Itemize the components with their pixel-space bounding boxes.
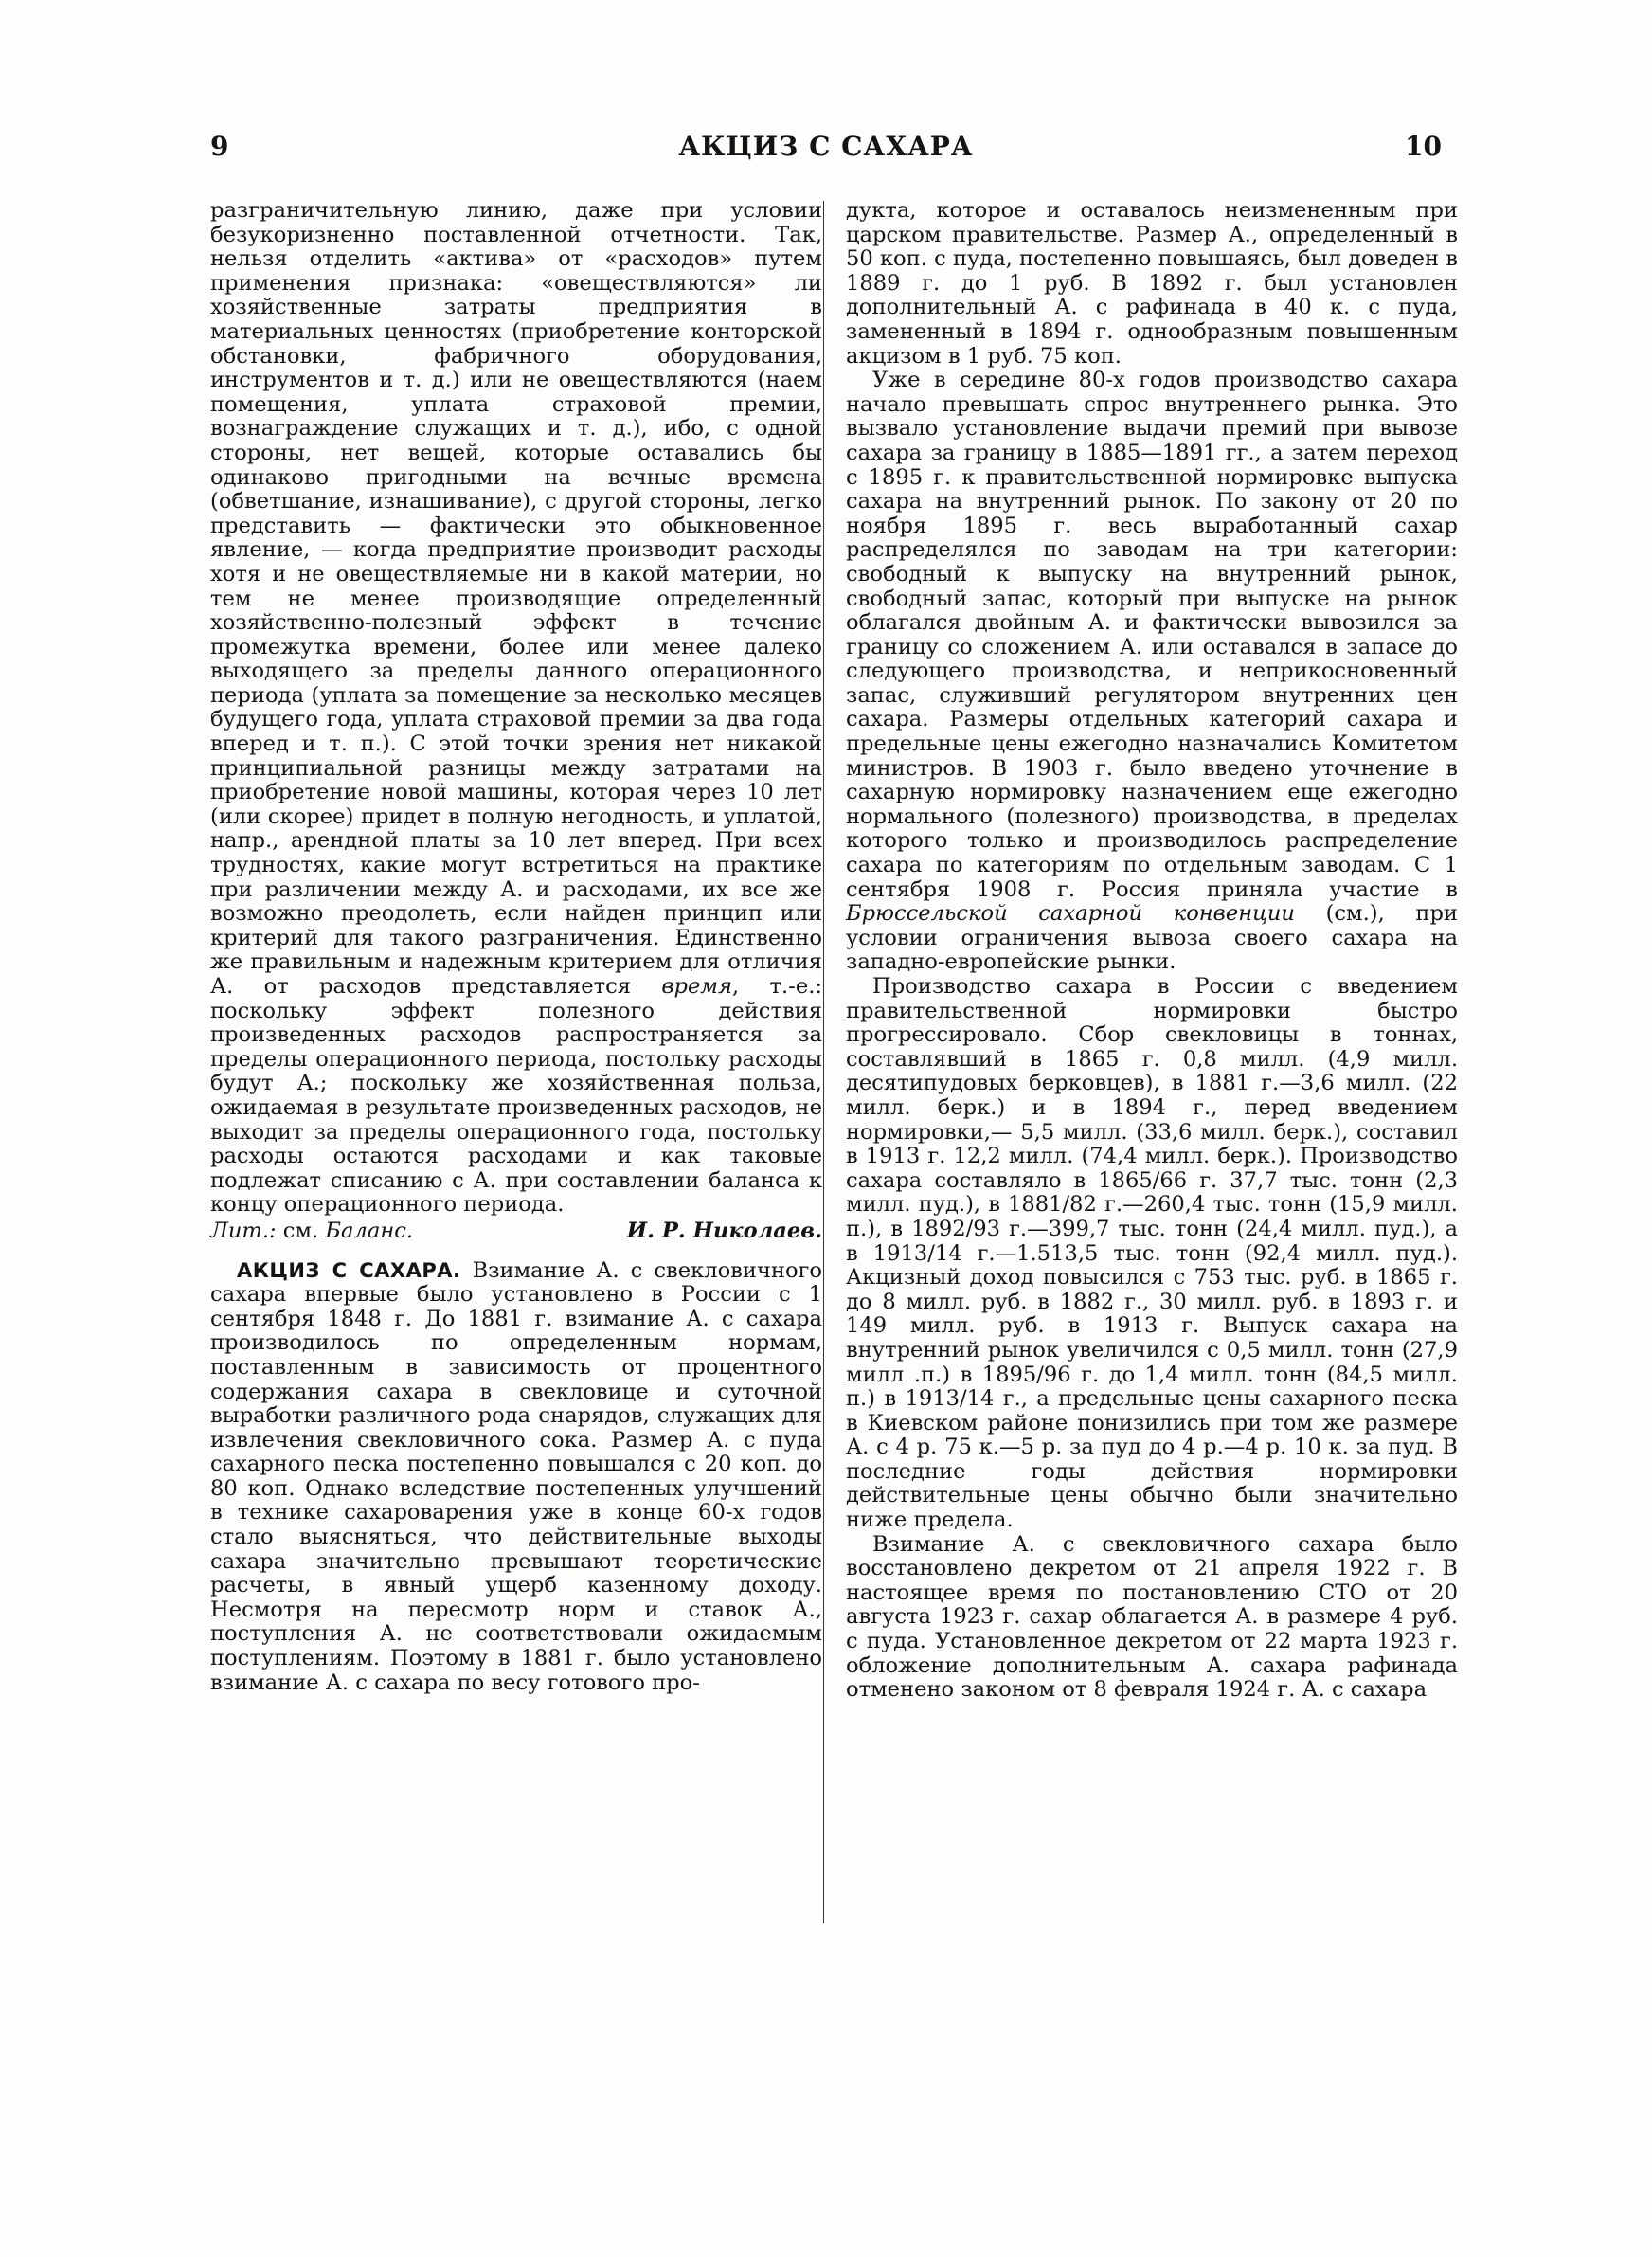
text-run: Уже в середине 80-х годов производство сахара начало превышать спрос внутреннего рынка. Это вызвало установление выдачи премий при вывозе сахара за границу в 1885—1891 гг., а затем переход с 1895 г. к правительственной нормировке выпуска сахара на внутренний рынок. По закону от 20 по ноября 1895 г. весь выработанный сахар распределялся по заводам на три категории: свободный к выпуску на внутренний рынок, свободный запас, который при выпуске на рынок облагался двойным А. и фактически вывозился за границу со сложением А. или оставался в запасе до следующего производства, и неприкосновенный запас, служивший регулятором внутренних цен сахара. Размеры отдельных категорий сахара и предельные цены ежегодно назначались Комитетом министров. В 1903 г. было введено уточнение в сахарную нормировку назначением еще ежегодно нормального (полезного) производства, в пределах которого только и производилось распределение сахара по категориям по отдельным заводам. С 1 сентября 1908 г. Россия приняла участие в [846,368,1458,902]
literature-reference [210,1219,413,1244]
emphasis: время [661,974,733,999]
left-column [210,199,822,1695]
paragraph [846,369,1458,975]
text-run: , т.-е.: поскольку эффект полезного действия произведенных расходов распространяется за пределы операционного периода, постольку расходы будут А.; поскольку же хозяйственная польза, ожидаемая в результате произведенных расходов, не выходит за пределы операционного года, постольку расходы остаются расходами и как таковые подлежат списанию с А. при составлении баланса к концу операционного периода. [210,974,822,1218]
page-number-left: 9 [210,131,229,162]
literature-ref-link[interactable]: Баланс. [325,1218,414,1243]
text-run: (см.), при условии ограничения вывоза своего сахара на западно-европейские рынки. [846,901,1458,975]
cross-reference-link[interactable]: Брюссельской сахарной конвенции [846,901,1295,927]
paragraph [210,199,822,1218]
paragraph: Производство сахара в России с введением правительственной нормировки быстро прогрессировало. Сбор свекловицы в тоннах, составлявший в 1865 г. 0,8 милл. (4,9 милл. десятипудовых берковцев), в 1881 г.—3,6 милл. (22 милл. берк.) и в 1894 г., перед введением нормировки,— 5,5 милл. (33,6 милл. берк.), составил в 1913 г. 12,2 милл. (74,4 милл. берк.). Производство сахара составляло в 1865/66 г. 37,7 тыс. тонн (2,3 милл. пуд.), в 1881/82 г.—260,4 тыс. тонн (15,9 милл. п.), в 1892/93 г.—399,7 тыс. тонн (24,4 милл. пуд.), а в 1913/14 г.—1.513,5 тыс. тонн (92,4 милл. пуд.). Акцизный доход повысился с 753 тыс. руб. в 1865 г. до 8 милл. руб. в 1882 г., 30 милл. руб. в 1893 г. и 149 милл. руб. в 1913 г. Выпуск сахара на внутренний рынок увеличился с 0,5 милл. тонн (27,9 милл .п.) в 1895/96 г. до 1,4 милл. тонн (84,5 милл. п.) в 1913/14 г., а предельные цены сахарного песка в Киевском районе понизились при том же размере А. с 4 р. 75 к.—5 р. за пуд до 4 р.—4 р. 10 к. за пуд. В последние годы действия нормировки действительные цены обычно были значительно ниже предела. [846,974,1458,1533]
paragraph: Взимание А. с свекловичного сахара было восстановлено декретом от 21 апреля 1922 г. В настоящее время по постановлению СТО от 20 августа 1923 г. сахар облагается А. в размере 4 руб. с пуда. Установленное декретом от 22 марта 1923 г. обложение дополнительным А. сахара рафинада отменено законом от 8 февраля 1924 г. А. с сахара [846,1531,1458,1703]
right-column [846,199,1458,1703]
column-divider [823,201,824,1923]
literature-text: см. [276,1218,326,1243]
paragraph: дукта, которое и оставалось неизмененным при царском правительстве. Размер А., определенный в 50 коп. с пуда, постепенно повышаясь, был доведен в 1889 г. до 1 руб. В 1892 г. был установлен дополнительный А. с рафинада в 40 к. с пуда, замененный в 1894 г. однообразным повышенным акцизом в 1 руб. 75 коп. [846,198,1458,369]
article-author: И. Р. Николаев. [626,1218,822,1243]
running-title: АКЦИЗ С САХАРА [678,131,974,162]
entry-title: АКЦИЗ С САХАРА. [237,1258,461,1282]
text-run: разграничительную линию, даже при условии безукоризненно поставленной отчетности. Так, нельзя отделить «актива» от «расходов» путем применения признака: «овеществляются» ли хозяйственные затраты предприятия в материальных ценностях (приобретение конторской обстановки, фабричного оборудования, инструментов и т. д.) или не овеществляются (наем помещения, уплата страховой премии, вознаграждение служащих и т. д.), ибо, с одной стороны, нет вещей, которые оставались бы одинаково пригодными на вечные времена (обветшание, изнашивание), с другой стороны, легко представить — фактически это обыкновенное явление, — когда предприятие производит расходы хотя и не овеществляемые ни в какой материи, но тем не менее производящие определенный хозяйственно-полезный эффект в течение промежутка времени, более или менее далеко выходящего за пределы данного операционного периода (уплата за помещение за несколько месяцев будущего года, уплата страховой премии за два года вперед и т. п.). С этой точки зрения нет никакой принципиальной разницы между затратами на приобретение новой машины, которая через 10 лет (или скорее) придет в полную негодность, и уплатой, напр., арендной платы за 10 лет вперед. При всех трудностях, какие могут встретиться на практике при различении между А. и расходами, их все же возможно преодолеть, если найден принцип или критерий для такого разграничения. Единственно же правильным и надежным критерием для отличия А. от расходов представляется [210,198,822,999]
paragraph [210,1259,822,1696]
spacer [210,1244,822,1259]
text-run: Взимание А. с свекловичного сахара впервые было установлено в России с 1 сентября 1848 г. До 1881 г. взимание А. с сахара производилось по определенным нормам, поставленным в зависимость от процентного содержания сахара в свекловице и суточной выработки различного рода снарядов, служащих для извлечения свекловичного сока. Размер А. с пуда сахарного песка постепенно повышался с 20 коп. до 80 коп. Однако вследствие постепенных улучшений в технике сахароварения уже в конце 60-х годов стало выясняться, что действительные выходы сахара значительно превышают теоретические расчеты, в явный ущерб казенному доходу. Несмотря на пересмотр норм и ставок А., поступления А. не соответствовали ожидаемым поступлениям. Поэтому в 1881 г. было установлено взимание А. с сахара по весу готового про- [210,1257,822,1695]
literature-line [210,1219,822,1244]
page-number-right: 10 [1405,131,1442,162]
literature-label: Лит.: [210,1218,277,1243]
page-header [210,131,1442,172]
